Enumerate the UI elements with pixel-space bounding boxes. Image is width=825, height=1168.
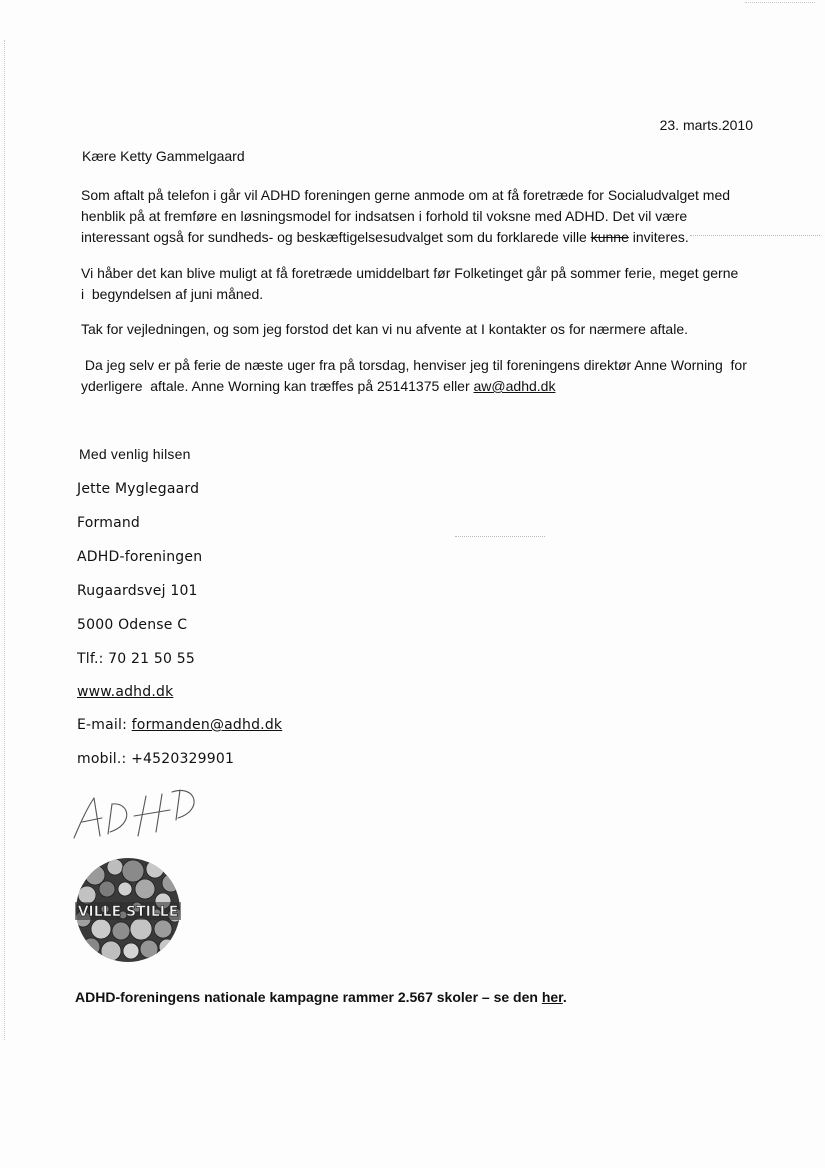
closing: Med venlig hilsen xyxy=(79,446,191,462)
footer-end: . xyxy=(562,989,567,1005)
paragraph-line xyxy=(81,227,761,248)
email-link[interactable]: formanden@adhd.dk xyxy=(131,717,283,733)
scan-edge-left xyxy=(4,40,5,1040)
email-label: E-mail: xyxy=(77,717,132,733)
scan-speck xyxy=(690,235,820,236)
paragraph-line: Som aftalt på telefon i går vil ADHD foreningen gerne anmode om at få foretræde for Socialudvalget med xyxy=(81,187,731,203)
city: 5000 Odense C xyxy=(77,617,188,633)
scan-edge-top xyxy=(745,2,815,3)
organization: ADHD-foreningen xyxy=(77,549,203,565)
text-span: inviteres. xyxy=(628,229,689,245)
paragraph-line: Vi håber det kan blive muligt at få foretræde umiddelbart før Folketinget går på sommer ferie, meget gerne xyxy=(81,265,739,281)
mobile: mobil.: +4520329901 xyxy=(77,751,235,767)
director-email-link[interactable]: aw@adhd.dk xyxy=(473,378,556,394)
campaign-footer xyxy=(75,989,567,1005)
paragraph-line: Da jeg selv er på ferie de næste uger fra på torsdag, henviser jeg til foreningens direktør Anne Worning for xyxy=(81,357,747,373)
handwritten-signature-icon xyxy=(68,780,208,850)
street-address: Rugaardsvej 101 xyxy=(77,583,198,599)
paragraph-line: henblik på at fremføre en løsningsmodel for indsatsen i forhold til voksne med ADHD. Det vil være xyxy=(81,208,688,224)
signer-title: Formand xyxy=(77,515,141,531)
text-span: yderligere aftale. Anne Worning kan træffes på 25141375 eller xyxy=(81,378,474,394)
scan-speck xyxy=(455,536,545,537)
badge-text: VILLE STILLE xyxy=(77,904,179,920)
website-link[interactable]: www.adhd.dk xyxy=(77,684,174,700)
paragraph-request xyxy=(81,185,761,248)
struck-text: kunne xyxy=(590,229,629,245)
paragraph-vacation xyxy=(81,355,761,397)
footer-text: ADHD-foreningens nationale kampagne rammer 2.567 skoler – se den xyxy=(75,989,542,1005)
paragraph-hope xyxy=(81,263,761,305)
paragraph-line xyxy=(81,376,761,397)
campaign-link[interactable]: her xyxy=(541,989,563,1005)
signer-name: Jette Myglegaard xyxy=(77,481,200,497)
letter-date: 23. marts.2010 xyxy=(659,117,753,133)
phone: Tlf.: 70 21 50 55 xyxy=(77,651,195,667)
paragraph-thanks: Tak for vejledningen, og som jeg forstod det kan vi nu afvente at I kontakter os for nærmere aftale. xyxy=(81,321,688,337)
campaign-badge-icon xyxy=(75,857,181,963)
paragraph-line: i begyndelsen af juni måned. xyxy=(81,286,264,302)
text-span: interessant også for sundheds- og beskæftigelsesudvalget som du forklarede ville xyxy=(81,229,591,245)
salutation: Kære Ketty Gammelgaard xyxy=(82,148,245,164)
email-line xyxy=(77,717,282,733)
